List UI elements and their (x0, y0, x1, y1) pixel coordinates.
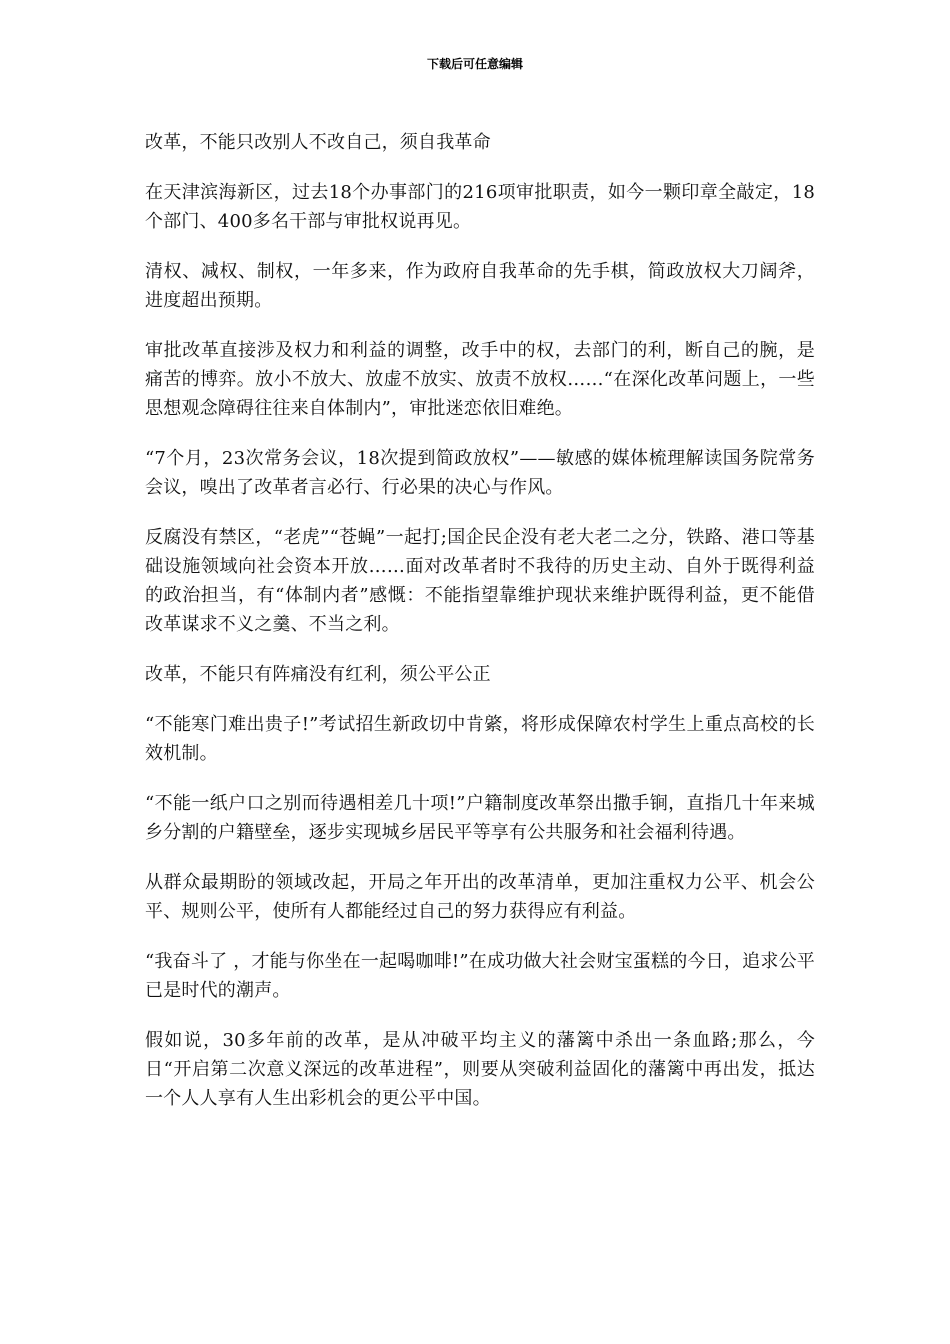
paragraph: 假如说，30多年前的改革，是从冲破平均主义的藩篱中杀出一条血路;那么，今日“开启第二次意义深远的改革进程”，则要从突破利益固化的藩篱中再出发，抵达一个人人享有人生出彩机会的更公平中国。 (145, 1030, 815, 1109)
section-heading: 改革，不能只改别人不改自己，须自我革命 (145, 132, 491, 153)
paragraph: 反腐没有禁区，“老虎”“苍蝇”一起打;国企民企没有老大老二之分，铁路、港口等基础设施领域向社会资本开放……面对改革者时不我待的历史主动、自外于既得利益的政治担当，有“体制内者”感慨：不能指望靠维护现状来维护既得利益，更不能借改革谋求不义之羹、不当之利。 (145, 527, 815, 635)
paragraph: 清权、减权、制权，一年多来，作为政府自我革命的先手棋，简政放权大刀阔斧，进度超出预期。 (145, 261, 815, 311)
paragraph: “7个月，23次常务会议，18次提到简政放权”——敏感的媒体梳理解读国务院常务会议，嗅出了改革者言必行、行必果的决心与作风。 (145, 448, 815, 498)
paragraph: “不能一纸户口之别而待遇相差几十项!”户籍制度改革祭出撒手锏，直指几十年来城乡分割的户籍壁垒，逐步实现城乡居民平等享有公共服务和社会福利待遇。 (145, 793, 815, 843)
section-heading: 改革，不能只有阵痛没有红利，须公平公正 (145, 664, 491, 685)
paragraph: 在天津滨海新区，过去18个办事部门的216项审批职责，如今一颗印章全敲定，18个部门、400多名干部与审批权说再见。 (145, 182, 815, 232)
document-body (145, 128, 815, 1134)
paragraph: “不能寒门难出贵子!”考试招生新政切中肯綮，将形成保障农村学生上重点高校的长效机制。 (145, 714, 815, 764)
paragraph: 从群众最期盼的领域改起，开局之年开出的改革清单，更加注重权力公平、机会公平、规则公平，使所有人都能经过自己的努力获得应有利益。 (145, 872, 815, 922)
paragraph: 审批改革直接涉及权力和利益的调整，改手中的权，去部门的利，断自己的腕，是痛苦的博弈。放小不放大、放虚不放实、放责不放权……“在深化改革问题上，一些思想观念障碍往往来自体制内”，审批迷恋依旧难绝。 (145, 340, 815, 419)
paragraph: “我奋斗了 ，才能与你坐在一起喝咖啡!”在成功做大社会财宝蛋糕的今日，追求公平已是时代的潮声。 (145, 951, 815, 1001)
page-header-note: 下载后可任意编辑 (426, 57, 523, 71)
